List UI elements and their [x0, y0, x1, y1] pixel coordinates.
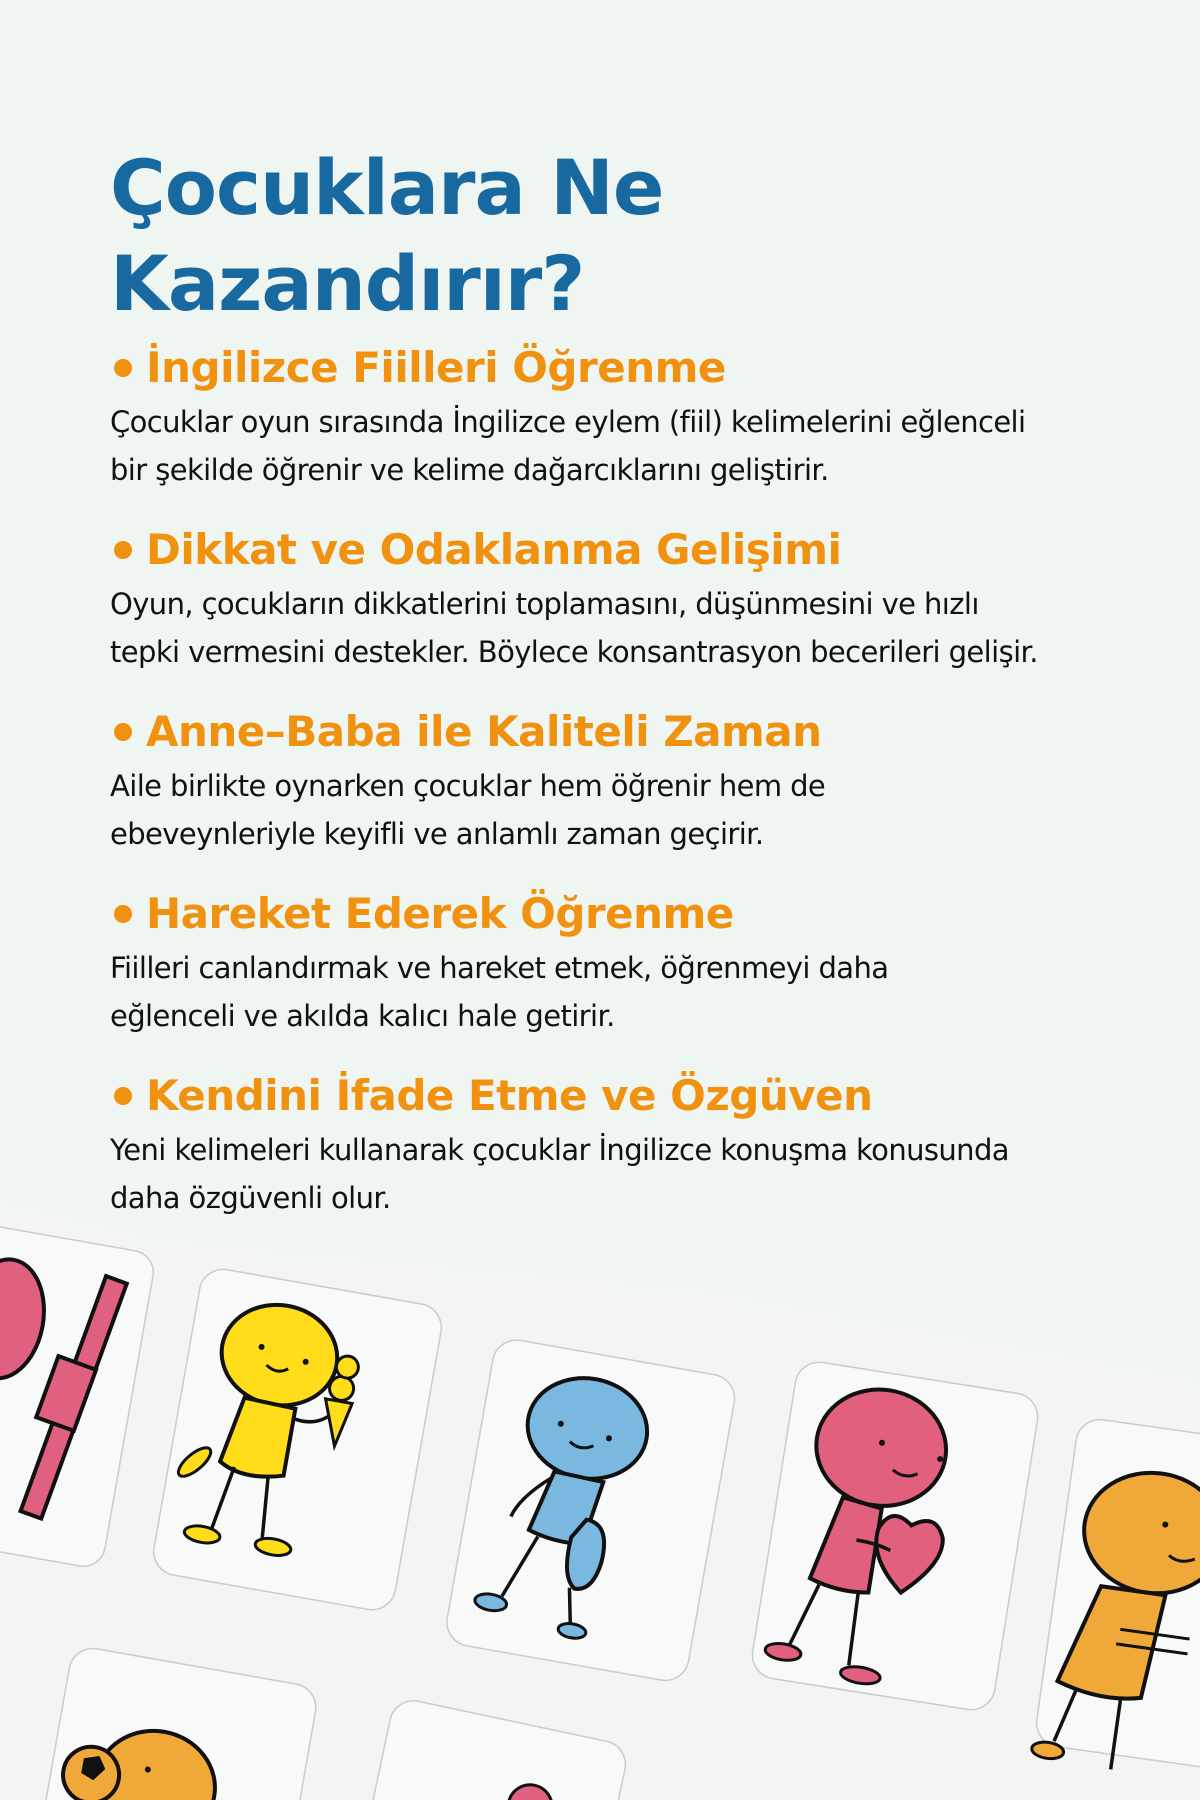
benefit-heading-text: Dikkat ve Odaklanma Gelişimi — [146, 525, 842, 574]
benefit-heading-text: Hareket Ederek Öğrenme — [146, 889, 734, 938]
cards-illustration — [0, 1190, 1200, 1800]
bullet-icon — [114, 359, 132, 377]
benefit-description — [110, 944, 1110, 1040]
benefit-heading — [110, 338, 1110, 398]
benefit-heading-text: Anne–Baba ile Kaliteli Zaman — [146, 707, 822, 756]
card-yellow-ice-cream — [150, 1266, 445, 1614]
benefit-description — [110, 398, 1110, 494]
benefit-heading-text: İngilizce Fiilleri Öğrenme — [146, 343, 726, 392]
benefit-item — [110, 884, 1110, 1040]
bullet-icon — [114, 1087, 132, 1105]
description-line: ebeveynleriyle keyifli ve anlamlı zaman geçirir. — [110, 817, 764, 851]
description-line: Çocuklar oyun sırasında İngilizce eylem (fiil) kelimelerini eğlenceli — [110, 405, 1026, 439]
description-line: Fiilleri canlandırmak ve hareket etmek, öğrenmeyi daha — [110, 951, 889, 985]
description-line: Oyun, çocukların dikkatlerini toplamasını, düşünmesini ve hızlı — [110, 587, 979, 621]
benefit-item — [110, 338, 1110, 494]
benefit-heading — [110, 520, 1110, 580]
benefit-item — [110, 520, 1110, 676]
card-blue-walking — [443, 1336, 738, 1684]
description-line: bir şekilde öğrenir ve kelime dağarcıklarını geliştirir. — [110, 453, 829, 487]
description-line: Aile birlikte oynarken çocuklar hem öğrenir hem de — [110, 769, 826, 803]
bullet-icon — [114, 541, 132, 559]
bullet-icon — [114, 905, 132, 923]
benefit-heading — [110, 884, 1110, 944]
card-pink-heart — [749, 1359, 1041, 1713]
content — [110, 140, 1110, 1248]
description-line: eğlenceli ve akılda kalıcı hale getirir. — [110, 999, 615, 1033]
bullet-icon — [114, 723, 132, 741]
benefit-description — [110, 762, 1110, 858]
page-title: Çocuklara Ne Kazandırır? — [110, 143, 664, 328]
benefit-description — [110, 580, 1110, 676]
benefit-heading — [110, 1066, 1110, 1126]
description-line: tepki vermesini destekler. Böylece konsantrasyon becerileri gelişir. — [110, 635, 1038, 669]
description-line: daha özgüvenli olur. — [110, 1181, 391, 1215]
benefit-item — [110, 702, 1110, 858]
benefit-heading-text: Kendini İfade Etme ve Özgüven — [146, 1071, 873, 1120]
description-line: Yeni kelimeleri kullanarak çocuklar İngilizce konuşma konusunda — [110, 1133, 1009, 1167]
benefit-heading — [110, 702, 1110, 762]
